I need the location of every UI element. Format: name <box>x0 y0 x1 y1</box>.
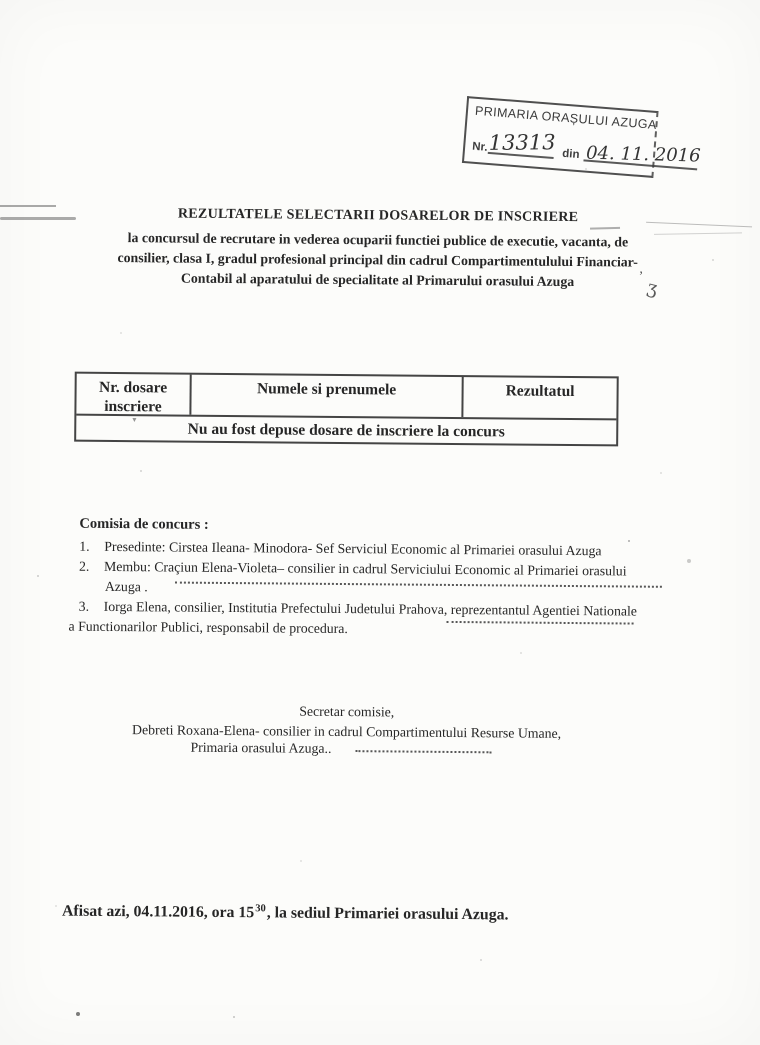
posting-notice-suffix: , la sediul Primariei orasului Azuga. <box>266 904 509 924</box>
document-subtitle-line-3: Contabil al aparatului de specialitate al Primarului orasului Azuga <box>180 270 575 290</box>
secretary-org-line: Primaria orasului Azuga.. <box>190 739 332 756</box>
registration-stamp <box>462 96 701 178</box>
posting-notice-superscript: 30 <box>255 903 266 915</box>
scan-artifact-mark: ▾ <box>132 415 137 425</box>
stamp-din-label: din <box>561 147 580 162</box>
stamp-date-handwritten-value: 04. 11. 2016 <box>585 142 701 167</box>
stamp-nr-handwritten-value: 13313 <box>488 130 556 155</box>
column-header-dossier-number: Nr. dosare inscriere <box>76 374 191 415</box>
stamp-nr-label: Nr. <box>471 140 488 154</box>
dotted-signature-line <box>447 621 634 625</box>
stamp-date-underline <box>583 141 699 170</box>
commission-member-3-text: Iorga Elena, consilier, Institutia Prefectului Judetului Prahova, reprezentantul Agentiei Nationale <box>103 598 638 619</box>
commission-member-2-text: Membu: Craçiun Elena-Violeta– consilier in cadrul Serviciului Economic al Primariei orasului <box>103 558 627 579</box>
column-header-result: Rezultatul <box>505 382 575 401</box>
pen-squiggle-mark: ʒ <box>645 276 661 300</box>
stamp-number-row <box>471 130 701 167</box>
commission-member-3-continuation: a Functionarilor Publici, responsabil de procedura. <box>68 618 348 637</box>
table-row-no-dossiers: Nu au fost depuse dosare de inscriere la concurs <box>76 414 616 445</box>
document-subtitle-line-1: la concursul de recrutare in vederea ocuparii functiei publice de executie, vacanta, de <box>127 230 629 250</box>
commission-member-1-text: Presedinte: Cirstea Ileana- Minodora- Sef Serviciul Economic al Primariei orasului Azuga <box>104 538 602 559</box>
posting-notice-line <box>62 903 509 925</box>
list-number: 1. <box>79 538 90 554</box>
secretary-block <box>24 699 670 745</box>
secretary-name-line: Debreti Roxana-Elena- consilier in cadrul Compartimentului Resurse Umane, <box>132 722 562 741</box>
commission-member-2 <box>79 557 627 582</box>
dotted-signature-line <box>175 582 662 588</box>
document-subtitle-line-2: consilier, clasa I, gradul profesional principal din cadrul Compartimentulului Financiar- <box>117 250 638 270</box>
column-header-name: Numele si prenumele <box>191 375 463 417</box>
commission-heading: Comisia de concurs : <box>79 515 209 533</box>
list-number: 3. <box>78 598 90 614</box>
results-table-header-row <box>76 374 616 419</box>
results-table <box>74 372 619 447</box>
commission-member-2-continuation: Azuga . <box>104 578 148 595</box>
document-title: REZULTATELE SELECTARII DOSARELOR DE INSCRIERE <box>177 206 579 226</box>
stamp-nr-underline <box>488 130 556 159</box>
stamp-office-name: PRIMARIA ORAȘULUI AZUGA <box>474 103 658 133</box>
secretary-role-line: Secretar comisie, <box>299 703 395 720</box>
posting-notice-prefix: Afisat azi, 04.11.2016, ora 15 <box>61 902 255 922</box>
pen-mark: ’ <box>638 269 644 285</box>
list-number: 2. <box>78 558 90 574</box>
dotted-signature-line <box>355 750 491 753</box>
title-block <box>67 206 688 293</box>
